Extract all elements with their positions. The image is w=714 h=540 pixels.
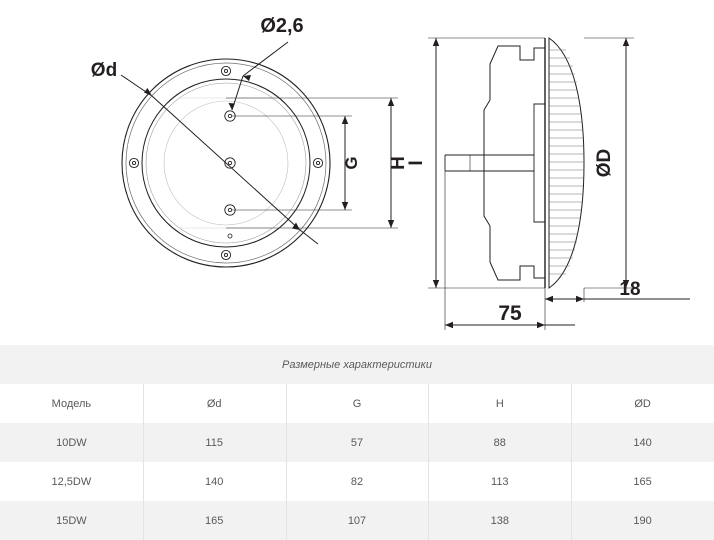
cell-h: 88 (428, 423, 571, 462)
column-header-h: H (428, 384, 571, 423)
cell-od-small: 165 (143, 501, 286, 540)
cell-h: 113 (428, 462, 571, 501)
label-hole-diameter: Ø2,6 (260, 15, 304, 37)
table-row (0, 462, 714, 501)
column-header-model: Модель (0, 384, 143, 423)
cell-od-big: 140 (571, 423, 714, 462)
cell-od-small: 115 (143, 423, 286, 462)
table-title: Размерные характеристики (0, 345, 714, 384)
column-header-od-big: ØD (571, 384, 714, 423)
table-row (0, 501, 714, 540)
label-i: I (406, 160, 427, 166)
cell-g: 82 (286, 462, 429, 501)
cell-od-big: 190 (571, 501, 714, 540)
cell-h: 138 (428, 501, 571, 540)
label-h: H (388, 156, 409, 170)
column-header-od-small: Ød (143, 384, 286, 423)
label-outer-diameter: ØD (594, 148, 615, 178)
column-header-g: G (286, 384, 429, 423)
table-title-row (0, 345, 714, 384)
cell-g: 57 (286, 423, 429, 462)
cell-od-big: 165 (571, 462, 714, 501)
cell-g: 107 (286, 501, 429, 540)
cell-od-small: 140 (143, 462, 286, 501)
dimension-table (0, 345, 714, 540)
cell-model: 15DW (0, 501, 143, 540)
label-inner-diameter: Ød (90, 60, 118, 81)
label-flange-thickness: 18 (619, 279, 641, 300)
label-length: 75 (498, 302, 522, 325)
cell-model: 10DW (0, 423, 143, 462)
table-header-row (0, 384, 714, 423)
cell-model: 12,5DW (0, 462, 143, 501)
label-g: G (342, 156, 361, 170)
table-row (0, 423, 714, 462)
